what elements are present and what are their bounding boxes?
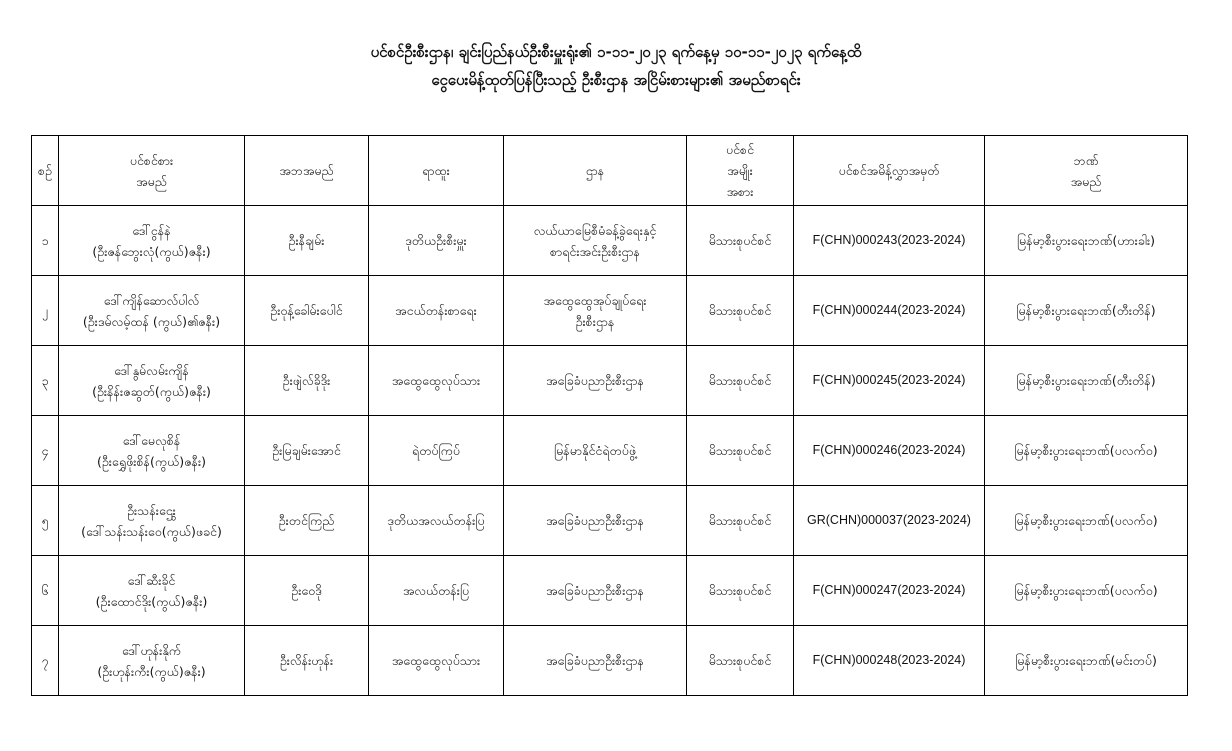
cell-no: ၆ (32, 556, 59, 626)
cell-pension-type: မိသားစုပင်စင် (687, 626, 794, 696)
department-line-1: အခြေခံပညာဦးစီးဌာန (546, 513, 644, 528)
table-row (32, 556, 1188, 626)
cell-rank: ရဲတပ်ကြပ် (369, 416, 504, 486)
table-row (32, 416, 1188, 486)
pensioner-name: ဒေါ်ကျိန်ဆောလ်ပါလ် (103, 292, 200, 308)
cell-father: ဦးနီချမ်း (245, 206, 369, 276)
pensioner-name: ဒေါ်ဟုန်းနိုက် (121, 642, 182, 658)
cell-pension-type: မိသားစုပင်စင် (687, 206, 794, 276)
cell-name (59, 626, 245, 696)
header-pension-type-line-1: ပင်စင် (725, 142, 755, 157)
cell-father: ဦးမြချမ်းအောင် (245, 416, 369, 486)
cell-department (504, 416, 687, 486)
header-father-label: အဘအမည် (279, 163, 334, 178)
department-line-2: ဦးစီးဌာန (575, 313, 615, 329)
cell-cert-no: F(CHN)000246(2023-2024) (794, 416, 985, 486)
header-department-label: ဌာန (585, 163, 605, 178)
header-name-line-1: ပင်စင်စား (129, 152, 174, 168)
header-cert-no (794, 136, 985, 206)
table-row (32, 346, 1188, 416)
cell-rank: အလယ်တန်းပြ (369, 556, 504, 626)
pensioner-relation: (ဒေါ်သန်းသန်းဝေ(ကွယ်)ဖခင်) (81, 523, 222, 539)
pensioner-name: ဒေါ်ငွန်နဲ (132, 222, 171, 238)
cell-cert-no: F(CHN)000247(2023-2024) (794, 556, 985, 626)
cell-department (504, 556, 687, 626)
header-bank-line-1: ဘဏ် (1073, 152, 1099, 168)
table-row (32, 206, 1188, 276)
header-row (32, 136, 1188, 206)
cell-pension-type: မိသားစုပင်စင် (687, 556, 794, 626)
header-father (245, 136, 369, 206)
header-department (504, 136, 687, 206)
cell-name (59, 276, 245, 346)
document-title (0, 38, 1232, 94)
department-line-1: အခြေခံပညာဦးစီးဌာန (546, 583, 644, 598)
table-header (32, 136, 1188, 206)
cell-pension-type: မိသားစုပင်စင် (687, 416, 794, 486)
cell-bank: မြန်မာ့စီးပွားရေးဘဏ်(တီးတိန်) (985, 276, 1188, 346)
cell-department (504, 276, 687, 346)
cell-bank: မြန်မာ့စီးပွားရေးဘဏ်(ပလက်ဝ) (985, 556, 1188, 626)
cell-no: ၂ (32, 276, 59, 346)
cell-name (59, 206, 245, 276)
header-pension-type-line-3: အစား (726, 184, 754, 199)
cell-bank: မြန်မာ့စီးပွားရေးဘဏ်(ပလက်ဝ) (985, 486, 1188, 556)
header-pension-type-line-2: အမျိုး (727, 163, 753, 178)
table-row (32, 486, 1188, 556)
cell-department (504, 626, 687, 696)
cell-father: ဦးလိန်းဟုန်း (245, 626, 369, 696)
cell-bank: မြန်မာ့စီးပွားရေးဘဏ်(တီးတိန်) (985, 346, 1188, 416)
header-rank (369, 136, 504, 206)
cell-rank: အငယ်တန်းစာရေး (369, 276, 504, 346)
cell-father: ဦးဝေဒို (245, 556, 369, 626)
cell-father: ဦးဖျဲလ်ခိုဒိုး (245, 346, 369, 416)
cell-name (59, 486, 245, 556)
header-name-line-2: အမည် (136, 173, 167, 189)
header-bank (985, 136, 1188, 206)
pensioner-name: ဒေါ်ဆီးခိုင် (127, 572, 176, 588)
cell-no: ၃ (32, 346, 59, 416)
cell-bank: မြန်မာ့စီးပွားရေးဘဏ်(ဟားခါး) (985, 206, 1188, 276)
cell-father: ဦးဝုန့်ခေါမ်းပေါင် (245, 276, 369, 346)
department-line-1: မြန်မာနိုင်ငံရဲတပ်ဖွဲ့ (554, 443, 636, 458)
table-row (32, 276, 1188, 346)
cell-name (59, 346, 245, 416)
cell-name (59, 556, 245, 626)
cell-department (504, 346, 687, 416)
pensioner-relation: (ဦးဟုန်းကီး(ကွယ်)ဇနီး) (97, 663, 206, 679)
cell-department (504, 206, 687, 276)
header-bank-line-2: အမည် (1070, 173, 1102, 189)
cell-no: ၁ (32, 206, 59, 276)
header-name (59, 136, 245, 206)
cell-no: ၅ (32, 486, 59, 556)
table-body (32, 206, 1188, 696)
table-row (32, 626, 1188, 696)
cell-rank: ဒုတိယအလယ်တန်းပြ (369, 486, 504, 556)
pensioner-name: ဒေါ်နွမ်လမ်းကျိန် (114, 362, 189, 378)
cell-pension-type: မိသားစုပင်စင် (687, 486, 794, 556)
pensioner-relation: (ဦးနိန်းဇဆွတ်(ကွယ်)ဇနီး) (92, 383, 211, 399)
header-rank-label: ရာထူး (422, 163, 450, 178)
cell-no: ၇ (32, 626, 59, 696)
header-no-label: စဉ် (38, 163, 52, 178)
title-line-2: ငွေပေးမိန့်ထုတ်ပြန်ပြီးသည့် ဦးစီးဌာန အငြိမ်းစားများ၏ အမည်စာရင်း (431, 71, 801, 89)
cell-cert-no: F(CHN)000245(2023-2024) (794, 346, 985, 416)
department-line-1: အခြေခံပညာဦးစီးဌာန (546, 653, 644, 668)
pensioner-name: ဒေါ်မေလုစိန် (122, 432, 181, 448)
header-cert-no-label: ပင်စင်အမိန့်လွှာအမှတ် (838, 163, 940, 178)
cell-rank: ဒုတိယဦးစီးမှူး (369, 206, 504, 276)
cell-bank: မြန်မာ့စီးပွားရေးဘဏ်(မင်းတပ်) (985, 626, 1188, 696)
header-pension-type (687, 136, 794, 206)
pensioner-relation: (ဦးဒမ်လမ့်ထန် (ကွယ်)၏ဇနီး) (82, 313, 221, 329)
cell-cert-no: F(CHN)000244(2023-2024) (794, 276, 985, 346)
department-line-2: စာရင်းအင်းဦးစီးဌာန (550, 243, 640, 259)
cell-cert-no: GR(CHN)000037(2023-2024) (794, 486, 985, 556)
cell-pension-type: မိသားစုပင်စင် (687, 276, 794, 346)
cell-name (59, 416, 245, 486)
department-line-1: အခြေခံပညာဦးစီးဌာန (546, 373, 644, 388)
cell-rank: အထွေထွေလုပ်သား (369, 626, 504, 696)
department-line-1: လယ်ယာမြေစီမံခန့်ခွဲရေးနှင့် (533, 222, 657, 238)
cell-father: ဦးတင်ကြည် (245, 486, 369, 556)
header-no (32, 136, 59, 206)
pensioner-relation: (ဦးဇန်ဘွေးလုံ(ကွယ်)ဇနီး) (92, 243, 211, 259)
pensioner-relation: (ဦးရွှေဖိုးစိန်(ကွယ်)ဇနီး) (96, 453, 207, 469)
pensioner-table (31, 135, 1188, 696)
title-line-1: ပင်စင်ဦးစီးဌာန၊ ချင်းပြည်နယ်ဦးစီးမှူးရုံး၏ ၁-၁၁-၂၀၂၃ ရက်နေ့မှ ၁၀-၁၁-၂၀၂၃ ရက်နေ့ထိ (370, 43, 862, 61)
pensioner-relation: (ဦးထောင်ဒိုး(ကွယ်)ဇနီး) (95, 593, 208, 609)
department-line-1: အထွေထွေအုပ်ချုပ်ရေး (543, 292, 647, 308)
cell-cert-no: F(CHN)000248(2023-2024) (794, 626, 985, 696)
cell-department (504, 486, 687, 556)
cell-no: ၄ (32, 416, 59, 486)
cell-cert-no: F(CHN)000243(2023-2024) (794, 206, 985, 276)
cell-rank: အထွေထွေလုပ်သား (369, 346, 504, 416)
cell-bank: မြန်မာ့စီးပွားရေးဘဏ်(ပလက်ဝ) (985, 416, 1188, 486)
pensioner-name: ဦးသန်းဌွေး (127, 502, 176, 518)
cell-pension-type: မိသားစုပင်စင် (687, 346, 794, 416)
